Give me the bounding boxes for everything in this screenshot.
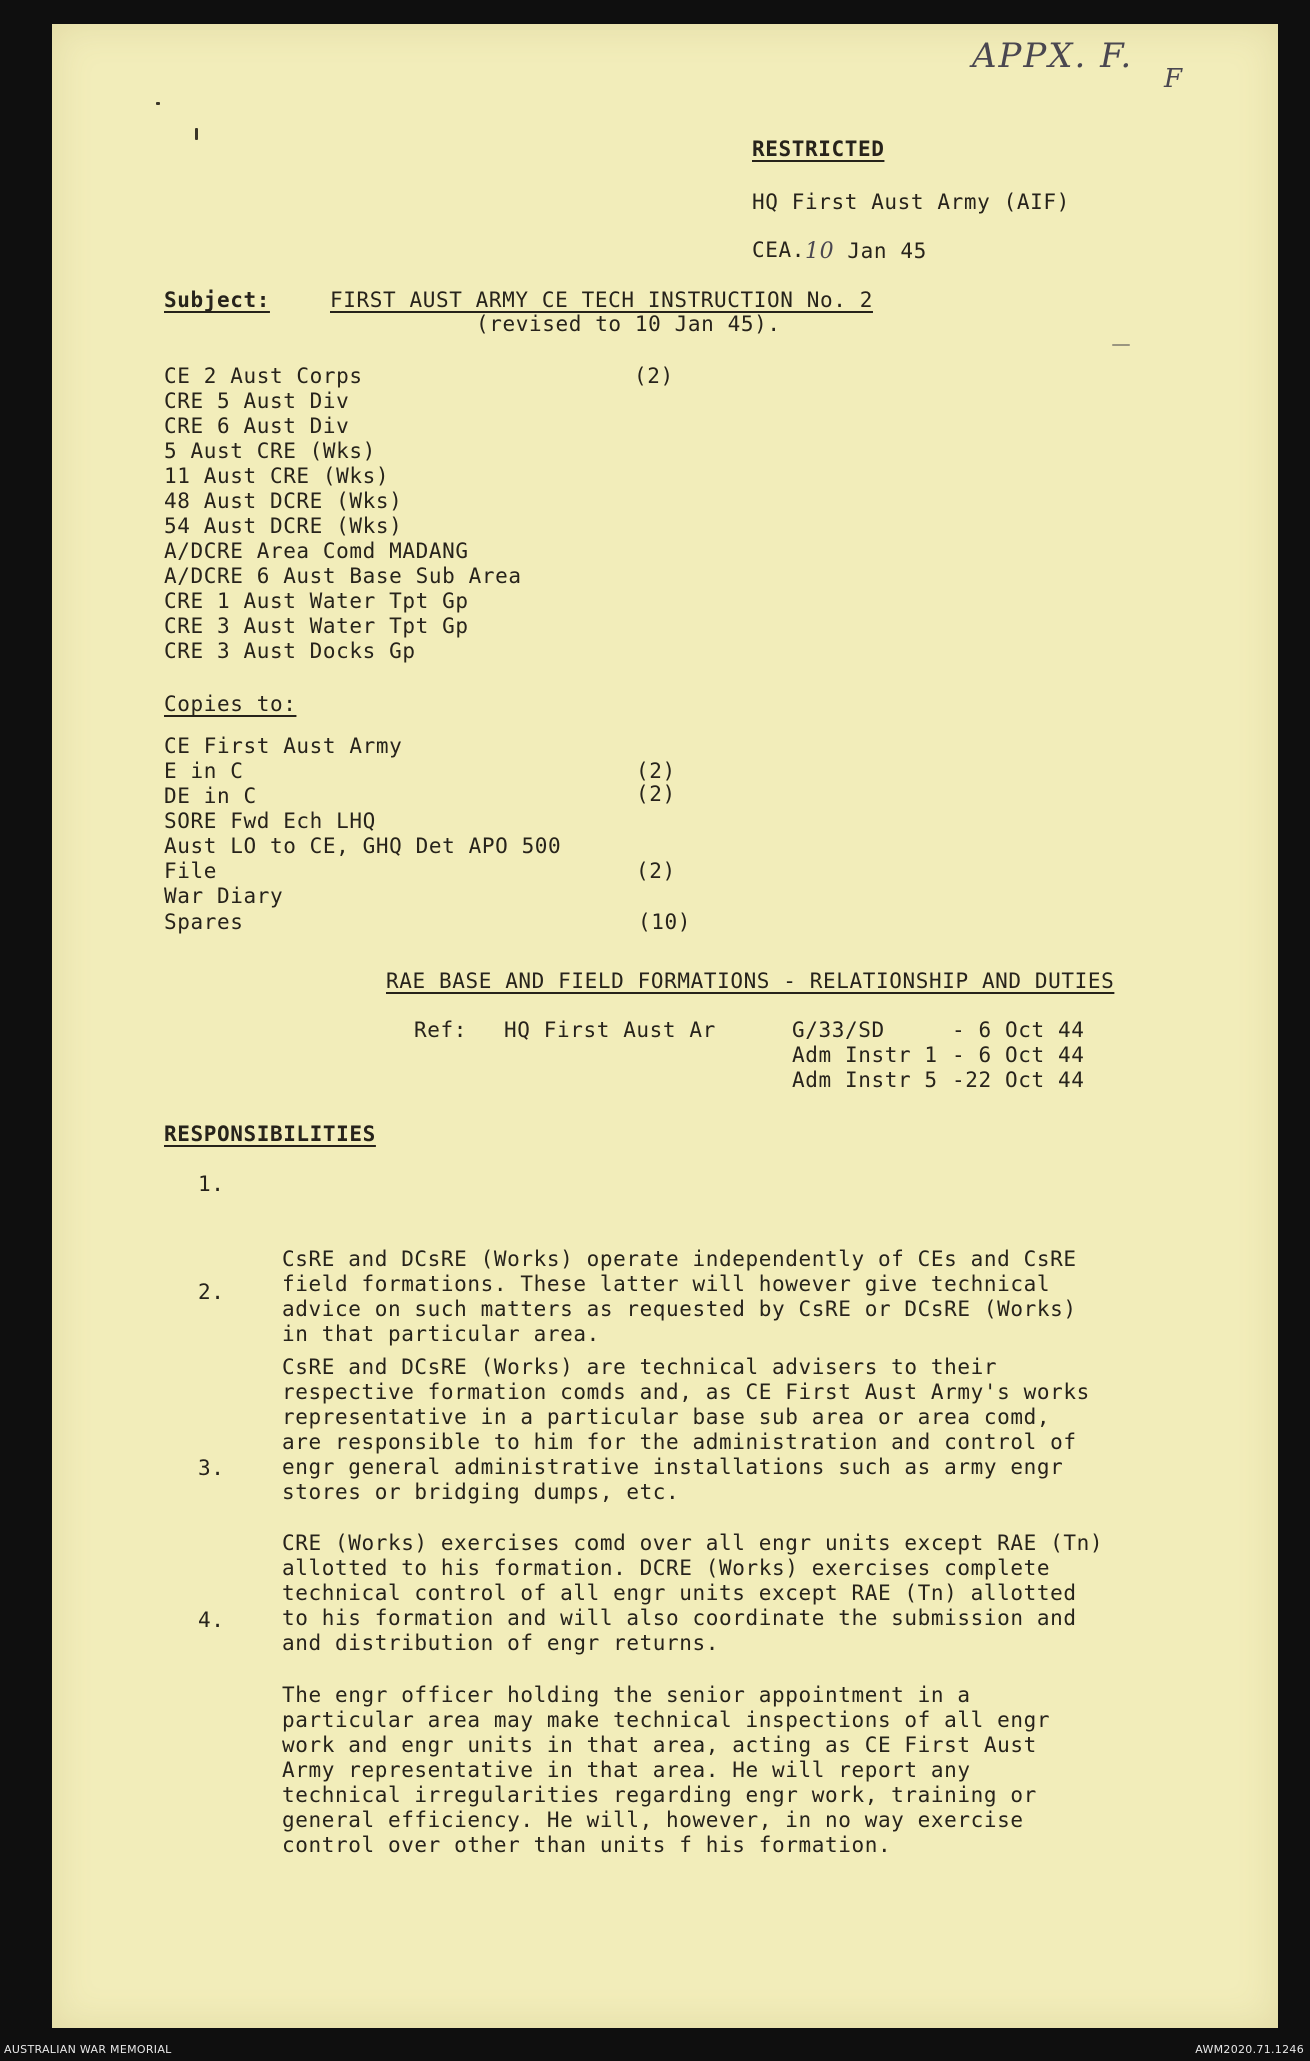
distribution-count: (2) — [634, 364, 674, 388]
ref-date: - 6 Oct 44 — [952, 1043, 1085, 1067]
footer-left: AUSTRALIAN WAR MEMORIAL — [4, 2043, 172, 2056]
subject-revised: (revised to 10 Jan 45). — [476, 312, 781, 336]
paragraph-text: CRE (Works) exercises comd over all engr units except RAE (Tn) allotted to his formation. DCRE (Works) exercises complete technical control of all engr units except RAE (Tn) allotted to his formation and will also coordinate the submission and and distribution of engr returns. — [282, 1531, 1104, 1655]
subject-title: FIRST AUST ARMY CE TECH INSTRUCTION No. 2 — [330, 288, 873, 312]
subject-label: Subject: — [164, 288, 270, 312]
paragraph-number: 4. — [198, 1608, 225, 1632]
appendix-annotation: APPX. F. — [972, 36, 1134, 76]
ref-source: HQ First Aust Ar — [504, 1018, 716, 1042]
ref-doc: Adm Instr 5 — [792, 1068, 938, 1092]
copies-count: (2) — [636, 759, 676, 783]
distribution-item: 54 Aust DCRE (Wks) — [164, 514, 403, 538]
paragraph-4 — [198, 1608, 1212, 1908]
copies-heading: Copies to: — [164, 692, 297, 716]
section-title: RAE BASE AND FIELD FORMATIONS - RELATIONSHIP AND DUTIES — [386, 969, 1115, 993]
distribution-item: CE 2 Aust Corps — [164, 364, 363, 388]
corner-mark: F — [1164, 64, 1183, 94]
paragraph-text: The engr officer holding the senior appointment in a particular area may make technical inspections of all engr work and engr units in that area, acting as CE First Aust Army representative in that area. He will report any technical irregularities regarding engr work, training or general efficiency. He will, however, in no way exercise control over other than units f his formation. — [282, 1683, 1051, 1857]
copies-item: SORE Fwd Ech LHQ — [164, 809, 376, 833]
responsibilities-heading: RESPONSIBILITIES — [164, 1122, 376, 1146]
copies-item: File — [164, 859, 217, 883]
distribution-item: CRE 3 Aust Water Tpt Gp — [164, 614, 469, 638]
date-rest: Jan 45 — [834, 239, 927, 263]
ref-label: Ref: — [414, 1018, 467, 1042]
classification-label: RESTRICTED — [752, 137, 885, 161]
footer-right: AWM2020.71.1246 — [1195, 2043, 1304, 2056]
copies-item: War Diary — [164, 884, 284, 908]
copies-item: E in C — [164, 759, 244, 783]
paragraph-number: 1. — [198, 1172, 225, 1196]
ref-doc: G/33/SD — [792, 1018, 885, 1042]
distribution-item: 48 Aust DCRE (Wks) — [164, 489, 403, 513]
paper-mark — [195, 128, 198, 140]
document-page — [52, 24, 1278, 2028]
paper-mark — [1112, 344, 1130, 346]
handwritten-date: 10 — [804, 239, 835, 264]
copies-item: DE in C — [164, 784, 257, 808]
paragraph-number: 3. — [198, 1456, 225, 1480]
hq-line: HQ First Aust Army (AIF) — [752, 190, 1070, 214]
copies-item: CE First Aust Army — [164, 734, 403, 758]
distribution-item: CRE 5 Aust Div — [164, 389, 350, 413]
paragraph-text: CsRE and DCsRE (Works) are technical advisers to their respective formation comds and, as CE First Aust Army's works representative in a particular base sub area or area comd, are responsible to him for the administration and control of engr general administrative installations such as army engr stores or bridging dumps, etc. — [282, 1355, 1090, 1504]
ref-date: - 6 Oct 44 — [952, 1018, 1085, 1042]
distribution-item: CRE 6 Aust Div — [164, 414, 350, 438]
copies-count: (10) — [638, 910, 691, 934]
ref-doc: Adm Instr 1 — [792, 1043, 938, 1067]
distribution-item: CRE 1 Aust Water Tpt Gp — [164, 589, 469, 613]
paragraph-number: 2. — [198, 1280, 225, 1304]
copies-item: Aust LO to CE, GHQ Det APO 500 — [164, 834, 562, 858]
paragraph-text: CsRE and DCsRE (Works) operate independently of CEs and CsRE field formations. These latter will however give technical advice on such matters as requested by CsRE or DCsRE (Works) in that particular area. — [282, 1247, 1077, 1346]
distribution-item: CRE 3 Aust Docks Gp — [164, 639, 416, 663]
distribution-item: 11 Aust CRE (Wks) — [164, 464, 390, 488]
reference-code: CEA. — [752, 238, 805, 262]
copies-count: (2) — [636, 859, 676, 883]
distribution-item: A/DCRE Area Comd MADANG — [164, 539, 469, 563]
copies-item: Spares — [164, 910, 244, 934]
copies-count: (2) — [636, 782, 676, 806]
distribution-item: A/DCRE 6 Aust Base Sub Area — [164, 564, 522, 588]
paper-mark — [156, 102, 160, 105]
ref-date: -22 Oct 44 — [952, 1068, 1085, 1092]
distribution-item: 5 Aust CRE (Wks) — [164, 439, 376, 463]
